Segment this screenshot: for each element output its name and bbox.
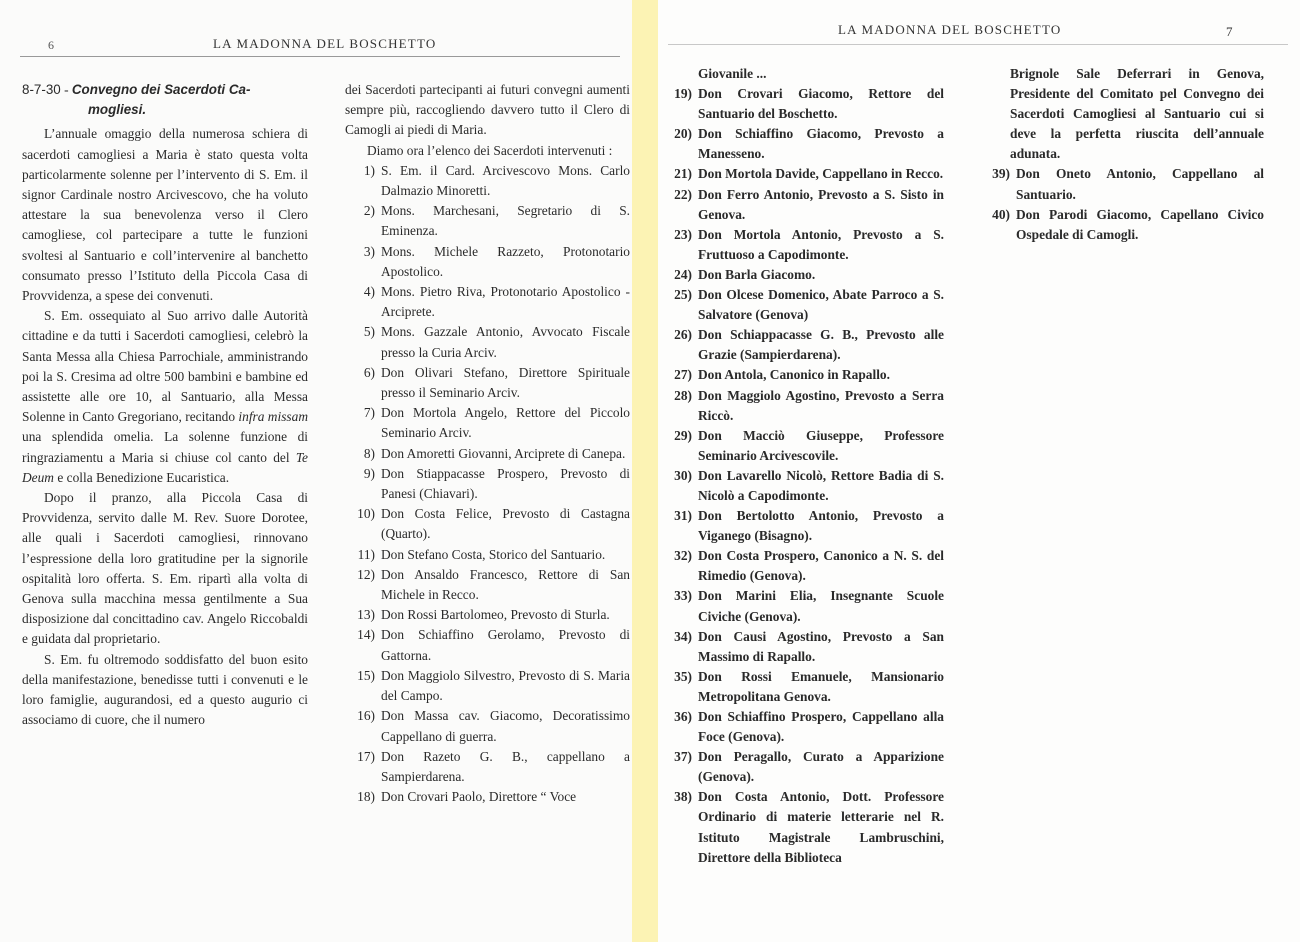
list-item: 10) Don Costa Felice, Prevosto di Castagna (Quarto). — [357, 506, 630, 542]
priest-list-right-1 — [664, 84, 944, 868]
list-item: 7) Don Mortola Angelo, Rettore del Piccolo Seminario Arciv. — [363, 405, 630, 441]
list-item: 40) Don Parodi Giacomo, Capellano Civico Ospedale di Camogli. — [992, 206, 1264, 242]
list-item: 31) Don Bertolotto Antonio, Prevosto a Viganego (Bisagno). — [674, 508, 944, 544]
article-title: Convegno dei Sacerdoti Ca- — [71, 82, 251, 97]
list-continuation: Giovanile ... — [698, 66, 767, 81]
left-page — [0, 0, 632, 942]
list-item: 22) Don Ferro Antonio, Prevosto a S. Sisto in Genova. — [674, 186, 944, 222]
list-column-2 — [982, 64, 1264, 245]
paragraph-2-c: e colla Benedizione Eucaristica. — [53, 469, 230, 485]
paragraph-5: dei Sacerdoti partecipanti ai futuri convegni aumenti sempre più, raccogliendo davvero tutto il Clero di Camogli ai piedi di Maria. — [345, 82, 630, 138]
paragraph-1: L’annuale omaggio della numerosa schiera di sacerdoti camogliesi a Maria è stato questa volta particolarmente solenne per l’intervento di S. Em. il signor Cardinale nostro Arcivescovo, che ha voluto attestare la sua benevolenza verso il Clero camogliese, col partecipare a tutte le funzioni svoltesi al Santuario e coll’intervenire al banchetto consumato presso l’Istituto della Piccola Casa di Provvidenza, a spese dei convenuti. — [22, 126, 308, 304]
paragraph-2-italic-2: Te Deum — [22, 449, 308, 485]
list-continuation-2: Brignole Sale Deferrari in Genova, Presidente del Comitato pel Convegno dei Sacerdoti Camogliesi al Santuario cui si deve la perfetta riuscita dell’annuale adunata. — [1010, 66, 1264, 162]
list-item: 6) Don Olivari Stefano, Direttore Spirituale presso il Seminario Arciv. — [363, 364, 630, 401]
header-rule — [20, 56, 620, 57]
list-item: 38) Don Costa Antonio, Dott. Professore Ordinario di materie letterarie nel R. Istituto Magistrale Lambruschini, Direttore della Biblioteca — [674, 789, 944, 865]
list-item: 33) Don Marini Elia, Insegnante Scuole Civiche (Genova). — [674, 588, 944, 624]
list-item: 2) Mons. Marchesani, Segretario di S. Eminenza. — [363, 203, 630, 239]
list-item: 19) Don Crovari Giacomo, Rettore del Santuario del Boschetto. — [674, 86, 944, 122]
list-item: 16) Don Massa cav. Giacomo, Decoratissimo Cappellano di guerra. — [357, 708, 630, 744]
article-title-cont: mogliesi. — [88, 102, 147, 118]
list-item: 27) Don Antola, Canonico in Rapallo. — [674, 367, 890, 383]
list-item: 20) Don Schiaffino Giacomo, Prevosto a Manesseno. — [674, 126, 944, 162]
list-item: 12) Don Ansaldo Francesco, Rettore di San Michele in Recco. — [357, 566, 630, 603]
list-item: 36) Don Schiaffino Prospero, Cappellano alla Foce (Genova). — [674, 709, 944, 745]
header-rule — [668, 44, 1288, 45]
list-item: 3) Mons. Michele Razzeto, Protonotario Apostolico. — [363, 243, 630, 279]
list-item: 26) Don Schiappacasse G. B., Prevosto alle Grazie (Sampierdarena). — [674, 327, 944, 363]
list-item: 15) Don Maggiolo Silvestro, Prevosto di S. Maria del Campo. — [357, 667, 630, 704]
paragraph-4: S. Em. fu oltremodo soddisfatto del buon esito della manifestazione, benedisse tutti i convenuti e le loro famiglie, augurandosi, ed a questo augurio ci associamo di cuore, che il numero — [22, 651, 308, 728]
list-item: 9) Don Stiappacasse Prospero, Prevosto di Panesi (Chiavari). — [363, 465, 630, 502]
list-item: 39) Don Oneto Antonio, Cappellano al Santuario. — [992, 166, 1264, 202]
list-item: 28) Don Maggiolo Agostino, Prevosto a Serra Riccò. — [674, 387, 944, 423]
running-head: LA MADONNA DEL BOSCHETTO — [838, 22, 1062, 37]
heading-dash: - — [60, 82, 72, 97]
running-head: LA MADONNA DEL BOSCHETTO — [213, 36, 437, 51]
page-gutter — [632, 0, 658, 942]
paragraph-2-a: S. Em. ossequiato al Suo arrivo dalle Autorità cittadine e da tutti i Sacerdoti camogliesi, celebrò la Santa Messa alla Chiesa Parrochiale, amministrando poi la S. Cresima ad oltre 500 bambini e bambine ed assistette alle ore 10, al Santuario, alla Messa Solenne in Canto Gregoriano, recitando — [22, 308, 308, 425]
article-date: 8-7-30 — [22, 82, 61, 97]
list-item: 13) Don Rossi Bartolomeo, Prevosto di Sturla. — [357, 607, 610, 623]
list-item: 21) Don Mortola Davide, Cappellano in Recco. — [674, 166, 944, 182]
list-item: 25) Don Olcese Domenico, Abate Parroco a S. Salvatore (Genova) — [674, 287, 944, 323]
priest-list-right-2 — [982, 164, 1264, 244]
list-item: 30) Don Lavarello Nicolò, Rettore Badia di S. Nicolò a Capodimonte. — [674, 467, 944, 503]
paragraph-3: Dopo il pranzo, alla Piccola Casa di Provvidenza, servito dalle M. Rev. Suore Dorotee, alle quali i Sacerdoti camogliesi, rinnovano l’espressione della loro gratitudine per la signorile ospitalità loro offerta. S. Em. ripartì alla volta di Genova sulla macchina messa gentilmente a Sua disposizione dal concittadino cav. Angelo Riccobaldi e guidata dal proprietario. — [22, 490, 308, 647]
list-item: 14) Don Schiaffino Gerolamo, Prevosto di Gattorna. — [357, 627, 630, 663]
page-number: 7 — [1226, 24, 1233, 39]
right-page — [658, 0, 1300, 942]
paragraph-2 — [22, 306, 308, 488]
list-item: 1) S. Em. il Card. Arcivescovo Mons. Carlo Dalmazio Minoretti. — [363, 162, 630, 199]
list-column-1 — [664, 64, 944, 868]
list-item: 11) Don Stefano Costa, Storico del Santuario. — [357, 546, 606, 562]
list-item: 29) Don Macciò Giuseppe, Professore Seminario Arcivescovile. — [674, 427, 944, 463]
article-column-1 — [22, 80, 308, 731]
paragraph-6: Diamo ora l’elenco dei Sacerdoti intervenuti : — [367, 142, 613, 158]
list-item: 5) Mons. Gazzale Antonio, Avvocato Fiscale presso la Curia Arciv. — [363, 324, 630, 360]
paragraph-2-b: una splendida omelia. La solenne funzione di ringraziamentu a Maria si chiuse col canto del — [22, 429, 308, 465]
list-item: 32) Don Costa Prospero, Canonico a N. S. del Rimedio (Genova). — [674, 548, 944, 584]
list-item: 35) Don Rossi Emanuele, Mansionario Metropolitana Genova. — [674, 668, 944, 704]
priest-list-left — [345, 161, 630, 808]
list-item: 24) Don Barla Giacomo. — [674, 266, 816, 282]
paragraph-2-italic-1: infra missam — [238, 409, 308, 425]
list-item: 4) Mons. Pietro Riva, Protonotario Apostolico - Arciprete. — [363, 284, 630, 320]
article-heading — [22, 80, 308, 100]
list-item: 37) Don Peragallo, Curato a Apparizione (Genova). — [674, 749, 944, 785]
page-number: 6 — [48, 38, 54, 52]
list-item: 17) Don Razeto G. B., cappellano a Sampierdarena. — [357, 748, 630, 784]
article-heading-cont — [22, 100, 308, 120]
list-item: 23) Don Mortola Antonio, Prevosto a S. Fruttuoso a Capodimonte. — [674, 226, 944, 262]
list-item: 18) Don Crovari Paolo, Direttore “ Voce — [357, 789, 577, 805]
list-item: 8) Don Amoretti Giovanni, Arciprete di Canepa. — [363, 445, 626, 461]
article-column-2 — [345, 80, 630, 807]
list-item: 34) Don Causi Agostino, Prevosto a San Massimo di Rapallo. — [674, 628, 944, 664]
